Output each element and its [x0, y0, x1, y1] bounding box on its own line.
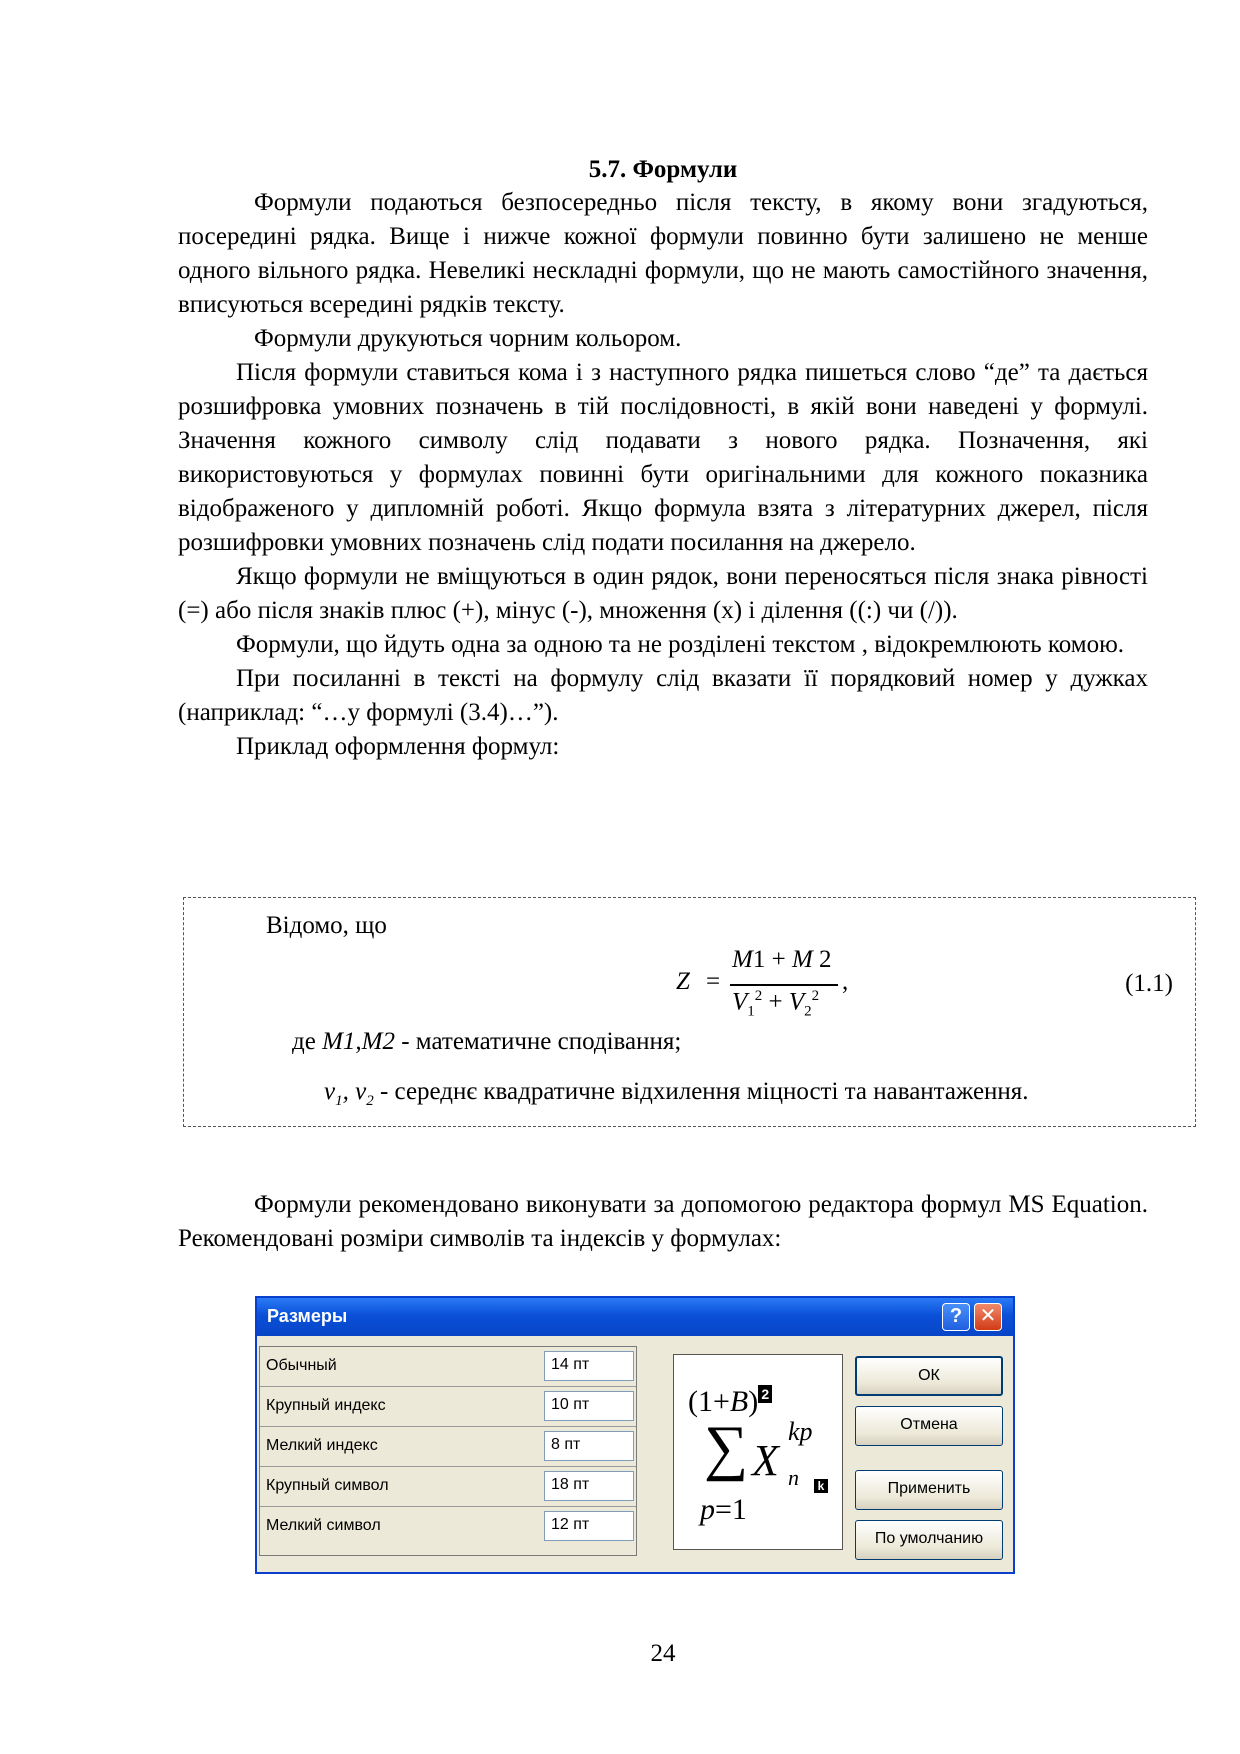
help-icon[interactable]: ?: [942, 1303, 970, 1331]
size-input[interactable]: 14 пт: [544, 1351, 634, 1381]
preview-lower-limit: p=1: [700, 1493, 747, 1526]
body-text-top: [178, 186, 1148, 764]
formula-comma: ,: [842, 968, 849, 995]
paragraph-6: При посиланні в тексті на формулу слід вказати її порядковий номер у дужках (наприклад: “…у формулі (3.4)…”).: [178, 665, 1148, 726]
preview-superscript: kp: [788, 1417, 813, 1446]
preview-sigma-icon: ∑: [704, 1414, 749, 1482]
dialog-titlebar[interactable]: [257, 1298, 1013, 1336]
paragraph-8: Формули рекомендовано виконувати за допомогою редактора формул MS Equation. Рекомендовані розміри символів та індексів у формулах:: [178, 1191, 1148, 1252]
formula-lhs: Z: [676, 968, 690, 995]
where-prefix: де: [292, 1028, 316, 1055]
sizes-dialog: [255, 1296, 1015, 1574]
equation-number: (1.1): [1125, 970, 1173, 997]
formula-fraction-bar: [730, 984, 838, 986]
paragraph-4: Якщо формули не вміщуються в один рядок, вони переносяться після знака рівності (=) або після знаків плюс (+), мінус (-), множення (х) і ділення ((:) чи (/)).: [178, 563, 1148, 624]
paragraph-1: Формули подаються безпосередньо після тексту, в якому вони згадуються, посередині рядка. Вище і нижче кожної формули повинно бути залишено не менше одного вільного рядка. Невеликі нескладні формули, що не мають самостійного значення, вписуються всередині рядків тексту.: [178, 189, 1148, 318]
where-definition-1: - математичне сподівання;: [394, 1028, 682, 1055]
size-row: [260, 1347, 636, 1387]
size-row-label: Крупный индекс: [266, 1397, 386, 1414]
size-rows: [259, 1346, 637, 1556]
where-line-1: [292, 1028, 681, 1056]
body-text-bottom: [178, 1188, 1148, 1256]
preview-subscript: n: [788, 1465, 799, 1490]
size-row: [260, 1427, 636, 1467]
paragraph-2: Формули друкуються чорним кольором.: [254, 325, 682, 352]
size-row: [260, 1507, 636, 1547]
apply-button[interactable]: Применить: [855, 1470, 1003, 1510]
example-intro: Відомо, що: [266, 912, 387, 939]
page-number: 24: [650, 1640, 676, 1667]
default-button[interactable]: По умолчанию: [855, 1520, 1003, 1560]
size-row-label: Мелкий индекс: [266, 1437, 378, 1454]
size-input[interactable]: 18 пт: [544, 1471, 634, 1501]
where-symbols-2: $v_1$, $v_2$: [324, 1078, 374, 1109]
dialog-title: Размеры: [267, 1306, 348, 1326]
where-definition-2: - середнє квадратичне відхилення міцності та навантаження.: [373, 1078, 1029, 1105]
size-input[interactable]: 12 пт: [544, 1511, 634, 1541]
ok-button[interactable]: ОК: [855, 1356, 1003, 1396]
section-heading: 5.7. Формули: [588, 156, 738, 183]
formula-preview: [673, 1354, 843, 1550]
paragraph-7: Приклад оформлення формул:: [236, 733, 560, 760]
size-row-label: Крупный символ: [266, 1477, 389, 1494]
close-icon[interactable]: ✕: [974, 1303, 1002, 1331]
formula-equals: =: [706, 968, 721, 995]
preview-top-expression: (1+B) 2: [688, 1385, 772, 1419]
size-row: [260, 1467, 636, 1507]
formula-numerator: M1 + M 2: [732, 946, 832, 973]
preview-x: X: [752, 1436, 779, 1485]
size-row-label: Обычный: [266, 1357, 337, 1374]
formula-denominator: $V_1^2 + V_2^2$: [732, 988, 820, 1020]
size-input[interactable]: 8 пт: [544, 1431, 634, 1461]
formula: [676, 946, 876, 1026]
where-line-2: [324, 1078, 1029, 1110]
paragraph-3: Після формули ставиться кома і з наступного рядка пишеться слово “де” та дається розшифровка умовних позначень в тій послідовності, в якій вони наведені у формулі. Значення кожного символу слід подавати з нового рядка. Позначення, які використовуються у формулах повинні бути оригінальними для кожного показника відображеного у дипломній роботі. Якщо формула взята з літературних джерел, після розшифровки умовних позначень слід подати посилання на джерело.: [178, 359, 1148, 556]
size-row: [260, 1387, 636, 1427]
cancel-button[interactable]: Отмена: [855, 1406, 1003, 1446]
paragraph-5: Формули, що йдуть одна за одною та не розділені текстом , відокремлюють комою.: [236, 631, 1125, 658]
formula-example-box: [183, 897, 1196, 1127]
where-symbols: M1,M2: [322, 1028, 395, 1055]
preview-small-index-marker: k: [814, 1479, 828, 1493]
size-input[interactable]: 10 пт: [544, 1391, 634, 1421]
size-row-label: Мелкий символ: [266, 1517, 381, 1534]
